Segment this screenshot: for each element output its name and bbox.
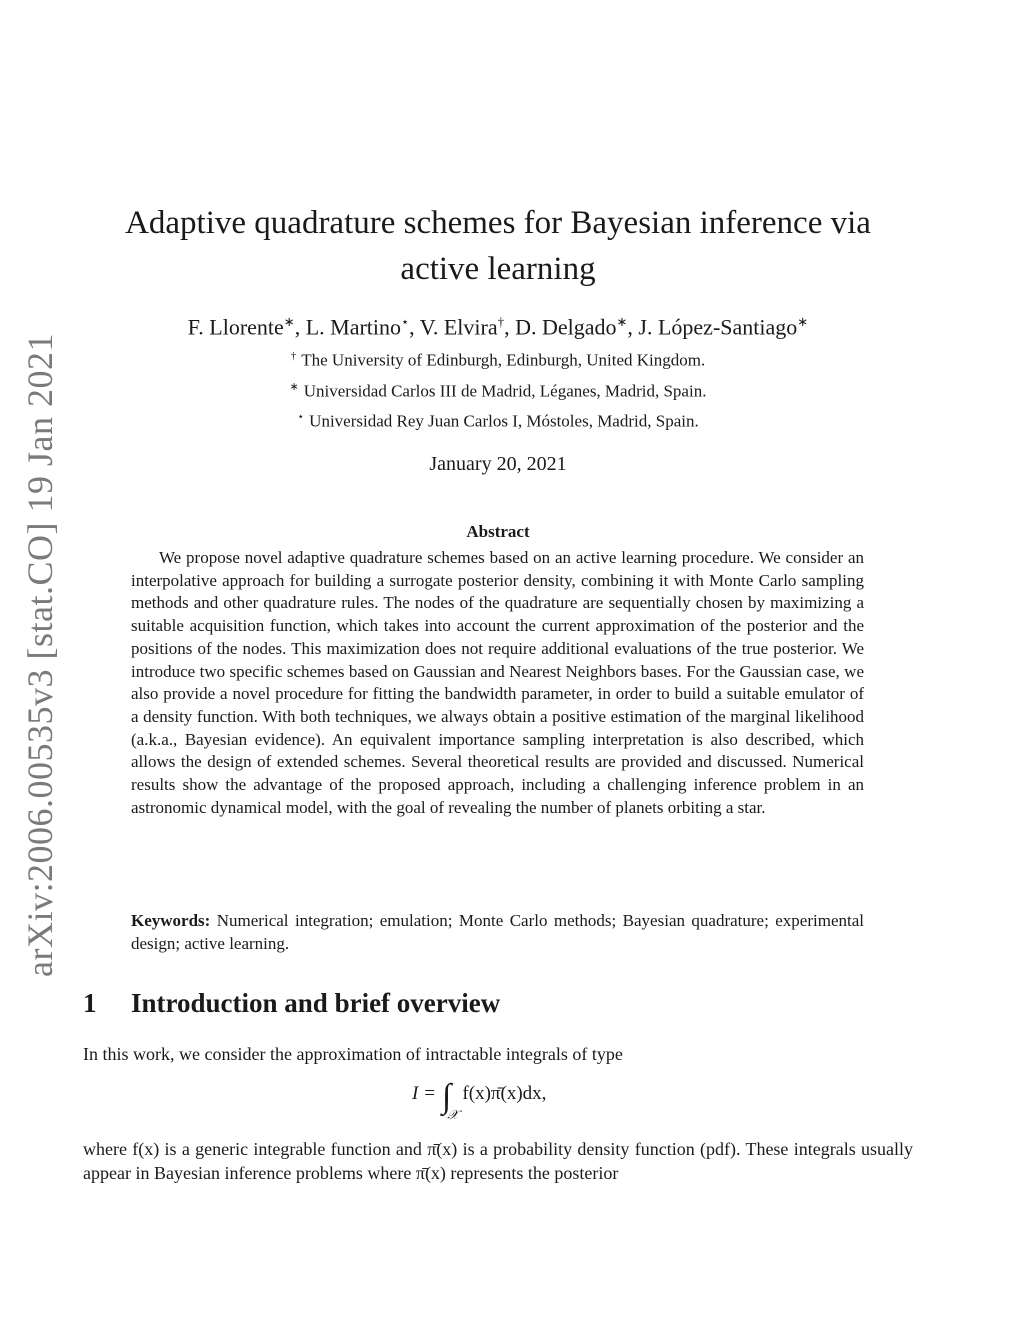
keywords-text: Numerical integration; emulation; Monte Carlo methods; Bayesian quadrature; experimental design; active learning. <box>131 911 864 953</box>
author-list: F. Llorente∗, L. Martino⋆, V. Elvira†, D. Delgado∗, J. López-Santiago∗ <box>187 314 809 340</box>
affiliation-mark: ∗ <box>289 381 299 393</box>
abstract-heading: Abstract <box>466 522 530 541</box>
section-number: 1 <box>83 988 97 1018</box>
author-name: D. Delgado <box>515 314 617 340</box>
affiliation-line <box>100 350 896 371</box>
affiliation-text: Universidad Rey Juan Carlos I, Móstoles, Madrid, Spain. <box>309 411 699 431</box>
abstract-body: We propose novel adaptive quadrature schemes based on an active learning procedure. We consider an interpolative approach for building a surrogate posterior density, combining it with Monte Carlo sampling methods and other quadrature rules. The nodes of the quadrature are sequentially chosen by maximizing a suitable acquisition function, which takes into account the current approximation of the posterior and the positions of the nodes. This maximization does not require additional evaluations of the true posterior. We introduce two specific schemes based on Gaussian and Nearest Neighbors bases. For the Gaussian case, we also provide a novel procedure for fitting the bandwidth parameter, in order to build a suitable emulator of a density function. With both techniques, we always obtain a positive estimation of the marginal likelihood (a.k.a., Bayesian evidence). An equivalent importance sampling interpretation is also described, which allows the design of extended schemes. Several theoretical results are provided and discussed. Numerical results show the advantage of the proposed approach, including a challenging inference problem in an astronomic dynamical model, with the goal of revealing the number of planets orbiting a star. <box>131 548 864 817</box>
affiliation-text: The University of Edinburgh, Edinburgh, United Kingdom. <box>301 350 706 370</box>
integral-sign: ∫ <box>441 1078 452 1115</box>
equation-lhs: I = <box>412 1083 436 1104</box>
author-name: L. Martino <box>305 314 402 340</box>
affiliation-line <box>100 410 896 432</box>
arxiv-identifier-stamp: arXiv:2006.00535v3 [stat.CO] 19 Jan 2021 <box>20 333 60 977</box>
affiliation-mark: † <box>497 314 505 329</box>
affiliation-mark: ⋆ <box>401 314 410 329</box>
intro-paragraph: where f(x) is a generic integrable function and π̄(x) is a probability density function (pdf). These integrals usually appear in Bayesian inference problems where π̄(x) represents the posterior <box>83 1139 913 1183</box>
affiliation-mark: ∗ <box>797 314 809 329</box>
publication-date: January 20, 2021 <box>429 453 567 475</box>
section-title: Introduction and brief overview <box>131 988 501 1018</box>
affiliation-line <box>100 380 896 402</box>
title-line-2: active learning <box>400 251 596 287</box>
section-heading <box>83 988 883 1019</box>
affiliation-mark: ⋆ <box>297 411 305 423</box>
affiliation-text: Universidad Carlos III de Madrid, Léganes, Madrid, Spain. <box>303 381 707 401</box>
affiliation-mark: † <box>290 350 297 362</box>
keywords-label: Keywords: <box>131 911 211 930</box>
paper-title <box>100 200 896 292</box>
author-name: J. López-Santiago <box>638 314 798 340</box>
title-line-1: Adaptive quadrature schemes for Bayesian inference via <box>125 205 871 241</box>
integral-equation <box>412 1078 546 1123</box>
affiliation-mark: ∗ <box>283 314 295 329</box>
affiliation-mark: ∗ <box>616 314 628 329</box>
integration-domain: 𝒳 <box>447 1107 459 1122</box>
equation-rhs: f(x)π̄(x)dx, <box>462 1083 547 1104</box>
intro-paragraph: In this work, we consider the approximation of intractable integrals of type <box>83 1044 623 1064</box>
author-name: F. Llorente <box>187 314 284 340</box>
author-name: V. Elvira <box>419 314 498 340</box>
keywords <box>131 910 864 955</box>
